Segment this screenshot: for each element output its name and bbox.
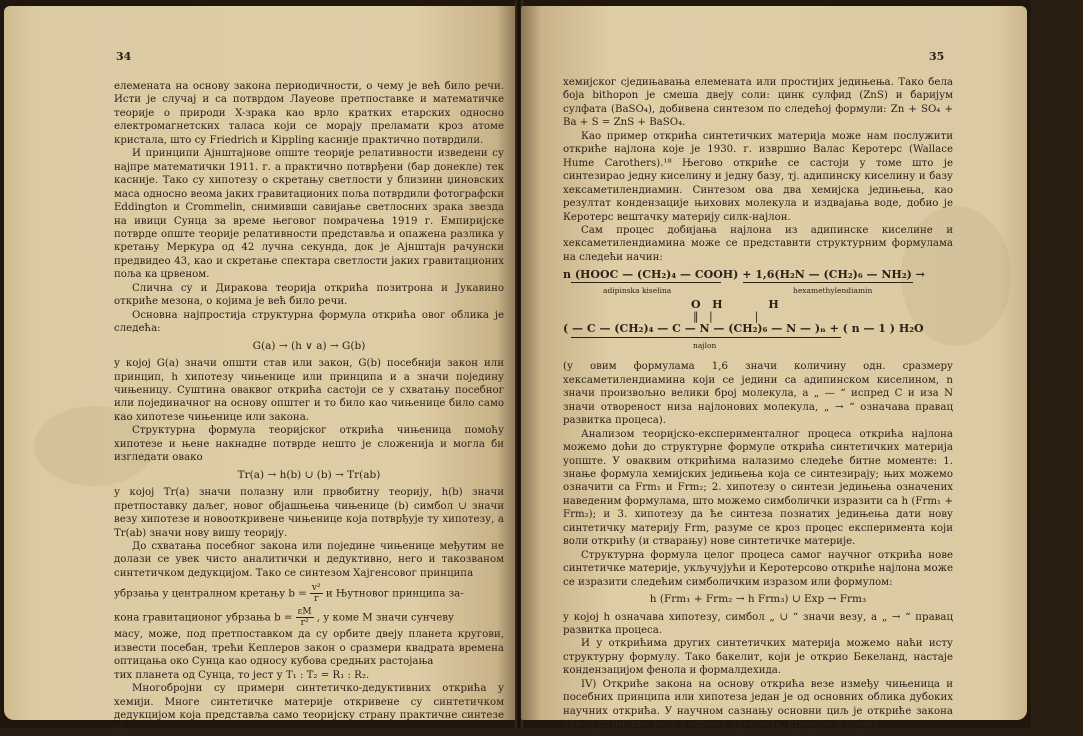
right-page-text bbox=[563, 76, 953, 732]
paragraph: масу, може, под претпоставком да су орбите двеју планета кругови, извести посебан, трећи Кеплеров закон о сразмери квадрата времена оптицања око Сунца као односу кубова средњих растојања bbox=[114, 629, 504, 668]
paragraph: Структурна формула целог процеса самог научног открића нове синтетичке материје, укључујући и Керотерсово откриће најлона може се изразити следећим симболичким изразом или формулом: bbox=[563, 549, 953, 588]
label-hexamethylenediamine: hexamethylendiamin bbox=[793, 286, 873, 296]
label-adipic-acid: adipinska kiselina bbox=[603, 286, 672, 296]
paragraph: Основна најпростија структурна формула открића овог облика је следећа: bbox=[114, 309, 504, 335]
paragraph: (у овим формулама 1,6 значи количину одн. сразмеру хексаметилендиамина који се једини са адипинском киселином, n значи произвољно велики број молекула, а „ — “ испред C и иза N значи отвореност низа најлонових молекула, „ → “ означава правац развитка процеса). bbox=[563, 361, 953, 427]
underline bbox=[571, 282, 721, 283]
left-page-text bbox=[114, 80, 504, 736]
text-segment: кона гравитационог убрзања b = bbox=[114, 612, 293, 624]
chem-product: ( — C — (CH₂)₄ — C — N — (CH₂)₆ — N — )ₙ + ( n — 1 ) H₂O bbox=[563, 322, 924, 336]
paragraph: тих планета од Сунца, то јест у T₁ : T₂ = R₁ : R₂. bbox=[114, 669, 370, 681]
paragraph: елемената на основу закона периодичности, о чему је већ било речи. Исти је случај и са потврдом Лауеове претпоставке и математичке теорије о природи X-зрака као врло кратких етарских односно електромагнетских таласа који се морају преламати кроз атоме кристала, што су Friedrich и Kippling касније практично потврдили. bbox=[114, 81, 504, 146]
formula-general-law: G(a) → (h ∨ a) → G(b) bbox=[252, 339, 366, 352]
fraction-numerator: v² bbox=[311, 583, 321, 594]
paragraph-with-fraction bbox=[114, 607, 504, 628]
paragraph: IV) Откриће закона на основу открића везе између чињеница и посебних принципа или хипотеза један је од основних облика дубоких научних открића. У научном сазнању основни циљ је откриће закона као суштинских веза и односа предмета, процеса и појава, bbox=[563, 678, 953, 731]
paragraph: И у открићима других синтетичких материја можемо наћи исту структурну формулу. Тако бакелит, који је открио Бекеланд, настаје кондензацијом фенола и формалдехида. bbox=[563, 638, 953, 677]
text-segment: убрзања у централном кретању b = bbox=[114, 588, 307, 600]
paragraph: И принципи Ајнштајнове опште теорије релативности изведени су најпре математички 1911. г. а практично потврђени (бар донекле) тек касније. Тако су хипотезу о скретању светлости у близини џиновских маса односно веома јаких гравитационих поља потврдили фотографски Eddington и Crommelin, снимивши савијање светлосних зрака звезда на ивици Сунца за време његовог помрачења 1919 г. Емпиријске потврде опште теорије релативности представља и опажена разлика у кретању Меркура од 42 лучна секунда, док је Ајнштајн рачунски предвидео 43, као и скретање спектара светлости јаких гравитационих поља ка црвеном. bbox=[114, 148, 504, 281]
fraction-numerator: εM bbox=[297, 607, 312, 618]
chem-reactants: n (HOOC — (CH₂)₄ — COOH) + 1,6(H₂N — (CH₂)₆ — NH₂) → bbox=[563, 268, 925, 282]
fraction-denominator: r bbox=[314, 594, 319, 605]
formula-synthesis: h (Frm₁ + Frm₂ → h Frm₃) ∪ Exp → Frm₃ bbox=[649, 593, 867, 606]
paragraph: хемијског сједињавања елемената или простијих једињења. Тако бела боја bithopon је смеша двеју соли: цинк сулфид (ZnS) и баријум сулфата (BaSO₄), добивена синтезом по следећој формули: Zn + SO₄ + Ba + S = ZnS + BaSO₄. bbox=[563, 77, 953, 129]
paragraph: Структурна формула теоријског открића чињеница помоћу хипотезе и њене накнадне потврде нешто је сложенија и могла би изгледати овако bbox=[114, 425, 504, 464]
paragraph: у којој G(a) значи општи став или закон, G(b) посебнији закон или принцип, h хипотезу чињенице или принципа и а значи поједину чињеницу. Суштина оваквог открића састоји се у схватању посебног или појединачног на основу општег и то било као чињенице било само као хипотезе чињенице или закона. bbox=[114, 358, 504, 423]
paragraph: у којој Tr(a) значи полазну или првобитну теорију, h(b) значи претпоставку даљег, новог објашњења чињенице (b) симбол ∪ значи везу хипотезе и новооткривене чињенице која потврђује ту хипотезу, а Tr(ab) значи нову вишу теорију. bbox=[114, 487, 504, 539]
chem-top-atoms: O H H bbox=[691, 298, 779, 312]
text-segment: , у коме M значи сунчеву bbox=[316, 612, 455, 624]
paragraph: Сам процес добијања најлона из адипинске киселине и хексаметилендиамина може се представити структурним формулама на следећи начин: bbox=[563, 224, 953, 263]
paragraph: До схватања посебног закона или поједине чињенице међутим не долази се увек чисто аналитички и дедуктивно, него и такозваном синтетичком дедукцијом. Тако се синтезом Хајгенсовог принципа bbox=[114, 540, 504, 579]
underline bbox=[743, 282, 913, 283]
fraction-denominator: r² bbox=[300, 618, 309, 629]
paragraph: у којој h означава хипотезу, симбол „ ∪ “ значи везу, а „ → “ правац развитка процеса. bbox=[563, 611, 953, 636]
fraction-gravity bbox=[296, 607, 314, 628]
page-number-left: 34 bbox=[116, 50, 132, 63]
fraction-centripetal bbox=[310, 583, 323, 604]
paragraph: Као пример открића синтетичких материја може нам послужити откриће најлона које је 1930. г. извршио Валас Керотерс (Wallace Hume Carothers).¹⁸ Његово откриће се састоји у томе што је синтезирао једну киселину и једну базу, тј. адипинску киселину и базу хексаметилендиамин. Синтезом ова два хемијска једињења, као резултат кондензације њихових молекула и издвајања воде, добио је Керотерс вештачку материју силк-најлон. bbox=[563, 130, 953, 223]
paragraph-with-fraction bbox=[114, 583, 504, 604]
paragraph: Слична су и Диракова теорија открића позитрона и Јукавино откриће мезона, о којима је већ било речи. bbox=[114, 282, 504, 308]
paragraph: Анализом теоријско-експерименталног процеса открића најлона можемо доћи до структурне формуле открића синтетичких материја уопште. У оваквим открићима налазимо следеће битне моменте: 1. знање формула хемијских једињења која се синтезирају; њих можемо означити са Frm₁ и Frm₂; 2. хипотезу о синтези једињења означених наведеним формулама, што можемо симболички изразити са h (Frm₁ + Frm₂); и 3. хипотезу да ће синтеза познатих једињења дати нову синтетичку материју Frm, разуме се кроз процес експеримента који воли открићу (и стварању) нове синтетичке материје. bbox=[563, 428, 953, 548]
left-page bbox=[4, 6, 517, 735]
right-page bbox=[521, 6, 1027, 731]
formula-theory: Tr(a) → h(b) ∪ (b) → Tr(ab) bbox=[237, 468, 381, 481]
chem-bonds: ‖ | | bbox=[693, 310, 759, 324]
text-segment: и Њутновог принципа за- bbox=[325, 588, 464, 600]
nylon-structural-formula bbox=[563, 266, 953, 358]
label-nylon: najlon bbox=[693, 341, 717, 351]
underline bbox=[571, 337, 841, 338]
page-number-right: 35 bbox=[929, 50, 945, 63]
paragraph: Многобројни су примери синтетичко-дедуктивних открића у хемији. Многе синтетичке материје откривене су синтетичком дедукцијом која представља само теоријску страну практичне синтезе тј. bbox=[114, 683, 504, 735]
